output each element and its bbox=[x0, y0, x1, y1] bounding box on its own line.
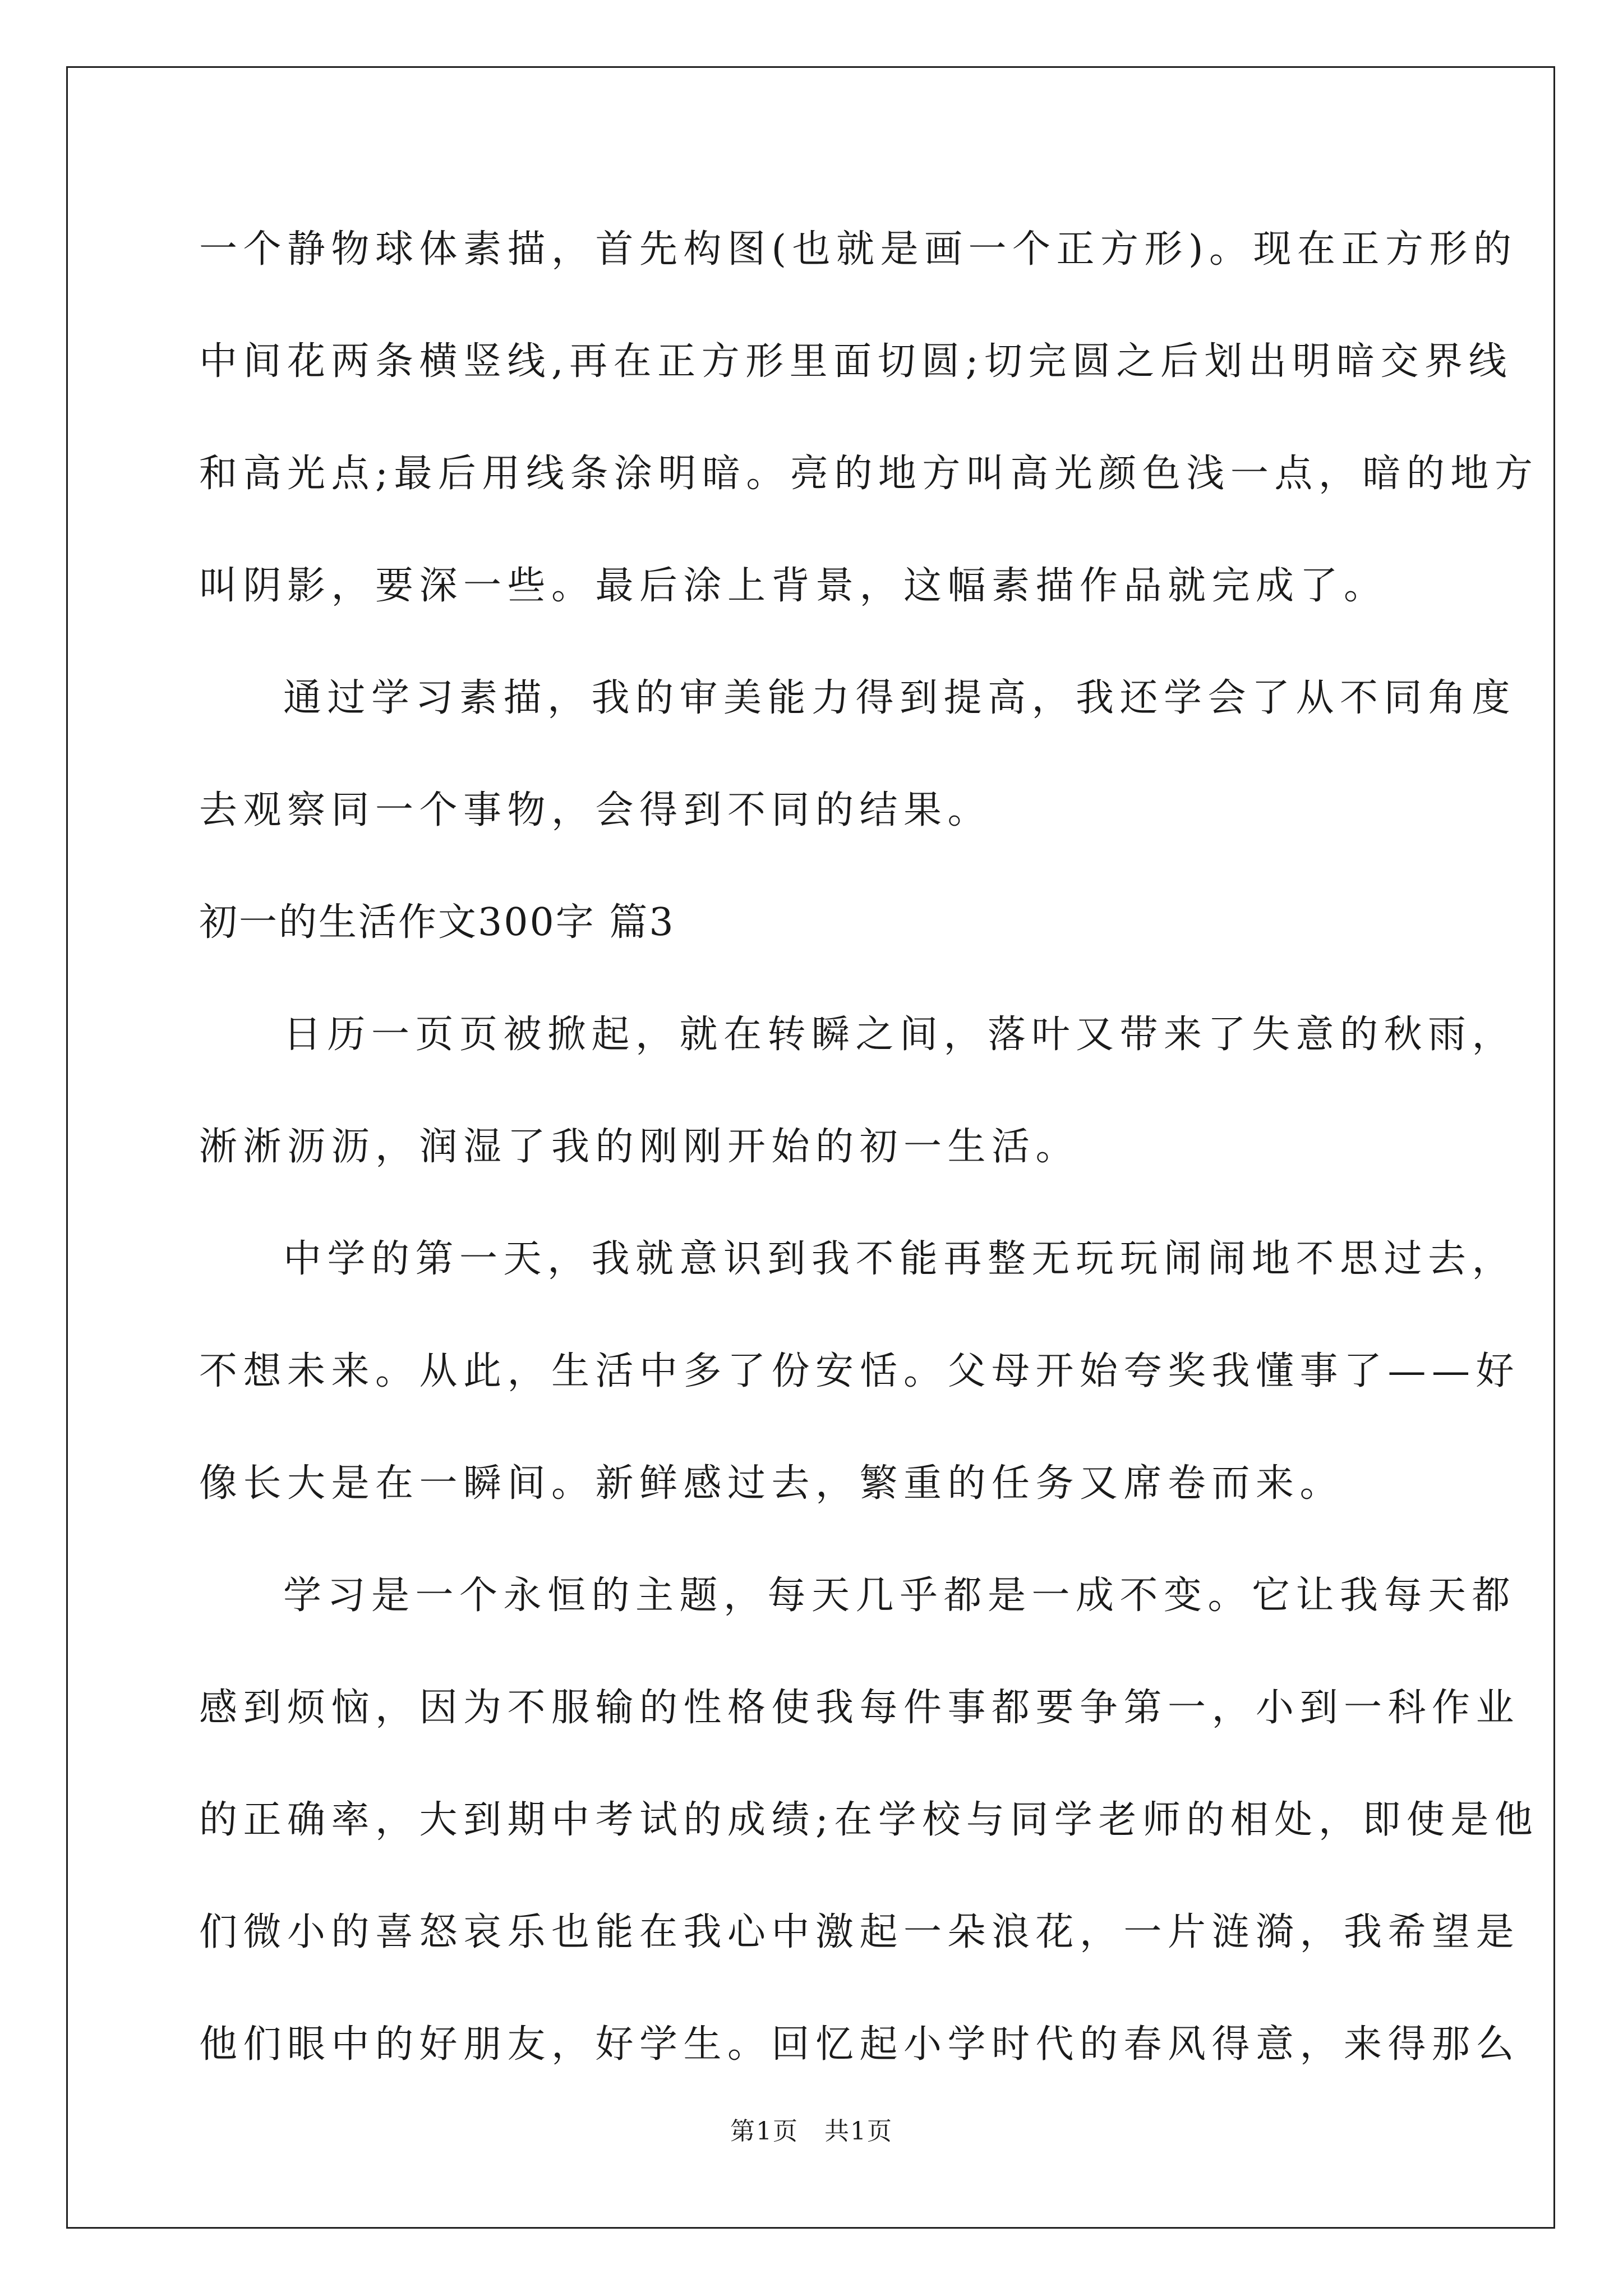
paragraph-line: 们微小的喜怒哀乐也能在我心中激起一朵浪花，一片涟漪，我希望是 bbox=[199, 1910, 1520, 1954]
section-heading: 初一的生活作文300字 篇3 bbox=[199, 900, 675, 945]
paragraph-line: 不想未来。从此，生活中多了份安恬。父母开始夸奖我懂事了——好 bbox=[199, 1349, 1520, 1393]
paragraph-line: 叫阴影，要深一些。最后涂上背景，这幅素描作品就完成了。 bbox=[199, 564, 1388, 608]
paragraph-line: 日历一页页被掀起，就在转瞬之间，落叶又带来了失意的秋雨， bbox=[283, 1013, 1516, 1057]
paragraph-line: 的正确率，大到期中考试的成绩;在学校与同学老师的相处，即使是他 bbox=[199, 1798, 1539, 1842]
paragraph-line: 通过学习素描，我的审美能力得到提高，我还学会了从不同角度 bbox=[283, 676, 1516, 720]
paragraph-line: 淅淅沥沥，润湿了我的刚刚开始的初一生活。 bbox=[199, 1125, 1080, 1169]
paragraph-line: 感到烦恼，因为不服输的性格使我每件事都要争第一，小到一科作业 bbox=[199, 1686, 1520, 1730]
paragraph-line: 他们眼中的好朋友，好学生。回忆起小学时代的春风得意，来得那么 bbox=[199, 2022, 1520, 2067]
paragraph-line: 和高光点;最后用线条涂明暗。亮的地方叫高光颜色浅一点，暗的地方 bbox=[199, 452, 1539, 496]
paragraph-line: 去观察同一个事物，会得到不同的结果。 bbox=[199, 788, 992, 832]
paragraph-line: 一个静物球体素描，首先构图(也就是画一个正方形)。现在正方形的 bbox=[199, 227, 1518, 272]
paragraph-line: 中间花两条横竖线,再在正方形里面切圆;切完圆之后划出明暗交界线 bbox=[199, 339, 1513, 384]
document-body bbox=[199, 208, 1539, 2115]
paragraph-line: 像长大是在一瞬间。新鲜感过去，繁重的任务又席卷而来。 bbox=[199, 1461, 1344, 1506]
page-footer: 第1页 共1页 bbox=[730, 2117, 893, 2146]
paragraph-line: 学习是一个永恒的主题，每天几乎都是一成不变。它让我每天都 bbox=[283, 1573, 1516, 1618]
paragraph-line: 中学的第一天，我就意识到我不能再整无玩玩闹闹地不思过去， bbox=[283, 1237, 1516, 1281]
